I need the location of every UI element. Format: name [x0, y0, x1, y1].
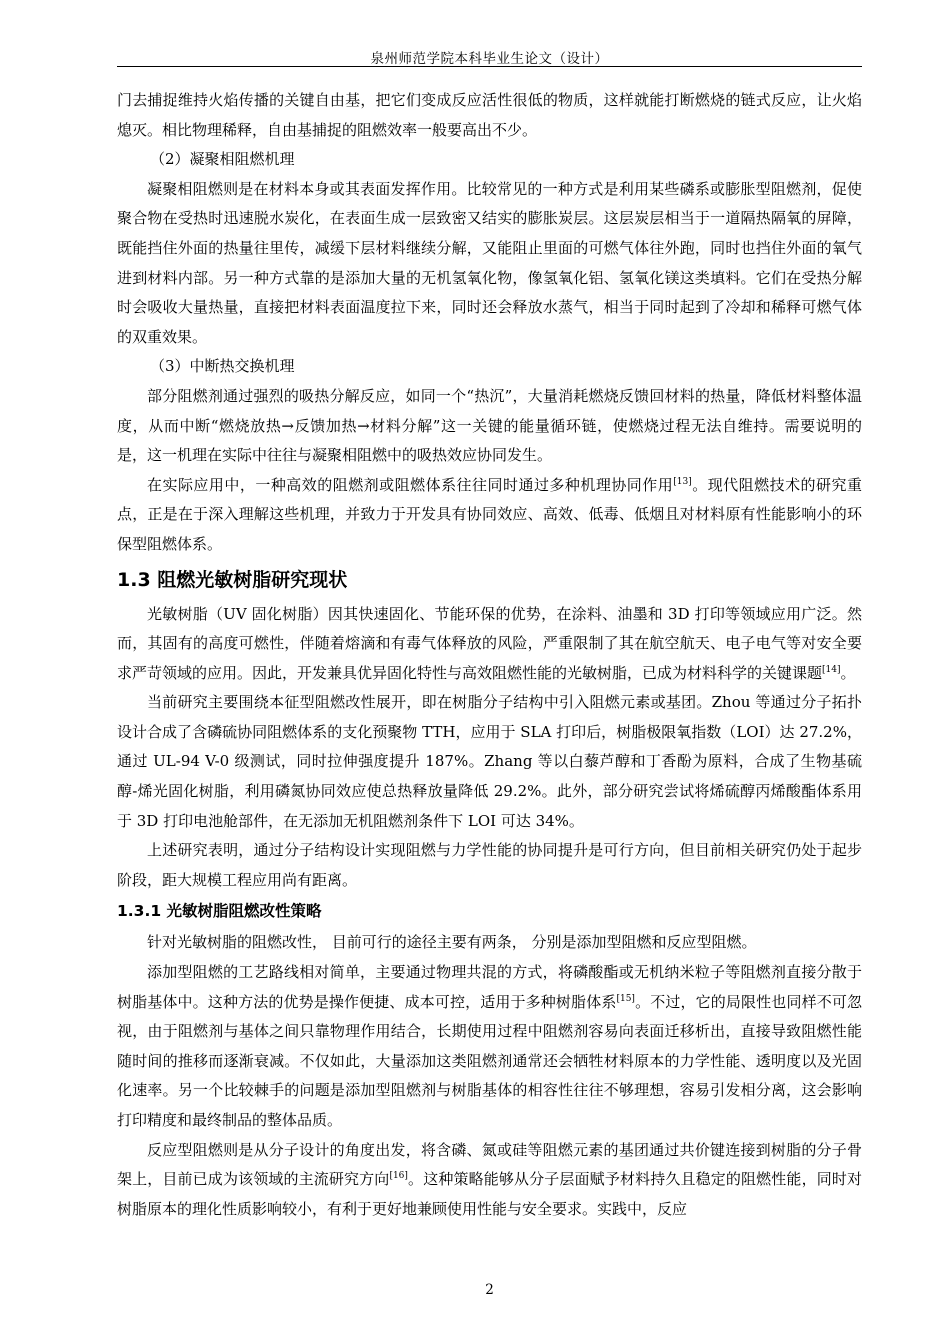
subheading-heat-exchange: （3）中断热交换机理	[150, 357, 295, 376]
paragraph-research-summary: 上述研究表明，通过分子结构设计实现阻燃与力学性能的协同提升是可行方向，但目前相关研究仍处于起步阶段，距大规模工程应用尚有距离。	[117, 841, 862, 889]
citation-15: [15]	[616, 993, 635, 1004]
citation-13: [13]	[673, 476, 692, 487]
section-heading-1-3: 1.3 阻燃光敏树脂研究现状	[117, 568, 348, 591]
running-header: 泉州师范学院本科毕业生论文（设计）	[370, 51, 609, 67]
section-heading-1-3-1: 1.3.1 光敏树脂阻燃改性策略	[117, 902, 322, 921]
paragraph-reactive-type	[117, 1136, 862, 1225]
citation-16: [16]	[389, 1171, 408, 1182]
paragraph-heat-exchange: 部分阻燃剂通过强烈的吸热分解反应，如同一个“热沉”，大量消耗燃烧反馈回材料的热量，降低材料整体温度，从而中断“燃烧放热→反馈加热→材料分解”这一关键的能量循环链，使燃烧过程无法自维持。需要说明的是，这一机理在实际中往往与凝聚相阻燃中的吸热效应协同发生。	[117, 386, 862, 465]
paragraph-intrinsic-research: 当前研究主要围绕本征型阻燃改性展开，即在树脂分子结构中引入阻燃元素或基团。Zhou 等通过分子拓扑设计合成了含磷硫协同阻燃体系的支化预聚物 TTH，应用于 SLA 打印后，树脂极限氧指数（LOI）达 27.2%，通过 UL-94 V-0 级测试，同时拉伸强度提升 187%。Zhang 等以白藜芦醇和丁香酚为原料，合成了生物基硫醇-烯光固化树脂，利用磷氮协同效应使总热释放量降低 29.2%。此外，部分研究尝试将烯硫醇丙烯酸酯体系用于 3D 打印电池舱部件，在无添加无机阻燃剂条件下 LOI 可达 34%。	[117, 693, 862, 830]
citation-14: [14]	[822, 664, 841, 675]
paragraph-uv-resin	[117, 600, 862, 689]
subheading-condensed-phase: （2）凝聚相阻燃机理	[150, 150, 295, 169]
paragraph-strategy-intro: 针对光敏树脂的阻燃改性， 目前可行的途径主要有两条， 分别是添加型阻燃和反应型阻燃。	[147, 933, 757, 952]
paragraph-additive-type	[117, 958, 862, 1136]
paragraph-additive-text-b: 。不过，它的局限性也同样不可忽视，由于阻燃剂与基体之间只靠物理作用结合，长期使用过程中阻燃剂容易向表面迁移析出，直接导致阻燃性能随时间的推移而逐渐衰减。不仅如此，大量添加这类阻燃剂通常还会牺牲材料原本的力学性能、透明度以及光固化速率。另一个比较棘手的问题是添加型阻燃剂与树脂基体的相容性往往不够理想，容易引发相分离，这会影响打印精度和最终制品的整体品质。	[117, 992, 862, 1129]
header-rule	[117, 66, 862, 67]
paragraph-reactive-text-b: 。这种策略能够从分子层面赋予材料持久且稳定的阻燃性能，同时对树脂原本的理化性质影响较小，有利于更好地兼顾使用性能与安全要求。实践中，反应	[117, 1170, 862, 1218]
paragraph-condensed-phase: 凝聚相阻燃则是在材料本身或其表面发挥作用。比较常见的一种方式是利用某些磷系或膨胀型阻燃剂，促使聚合物在受热时迅速脱水炭化，在表面生成一层致密又结实的膨胀炭层。这层炭层相当于一道隔热隔氧的屏障，既能挡住外面的热量往里传，减缓下层材料继续分解，又能阻止里面的可燃气体往外跑，同时也挡住外面的氧气进到材料内部。另一种方式靠的是添加大量的无机氢氧化物，像氢氧化铝、氢氧化镁这类填料。它们在受热分解时会吸收大量热量，直接把材料表面温度拉下来，同时还会释放水蒸气，相当于同时起到了冷却和稀释可燃气体的双重效果。	[117, 179, 862, 346]
paragraph-synergy	[117, 471, 862, 560]
paragraph-synergy-text-a: 在实际应用中，一种高效的阻燃剂或阻燃体系往往同时通过多种机理协同作用	[147, 475, 674, 494]
page-body	[117, 86, 862, 1224]
paragraph-uv-resin-text-a: 光敏树脂（UV 固化树脂）因其快速固化、节能环保的优势，在涂料、油墨和 3D 打印等领域应用广泛。然而，其固有的高度可燃性，伴随着熔滴和有毒气体释放的风险，严重限制了其在航空航天、电子电气等对安全要求严苛领域的应用。因此，开发兼具优异固化特性与高效阻燃性能的光敏树脂，已成为材料科学的关键课题	[117, 604, 862, 682]
paragraph-free-radical: 门去捕捉维持火焰传播的关键自由基，把它们变成反应活性很低的物质，这样就能打断燃烧的链式反应，让火焰熄灭。相比物理稀释，自由基捕捉的阻燃效率一般要高出不少。	[117, 91, 862, 139]
paragraph-additive-text-a: 添加型阻燃的工艺路线相对简单，主要通过物理共混的方式，将磷酸酯或无机纳米粒子等阻燃剂直接分散于树脂基体中。这种方法的优势是操作便捷、成本可控，适用于多种树脂体系	[117, 963, 862, 1011]
page-number: 2	[485, 1282, 494, 1298]
paragraph-reactive-text-a: 反应型阻燃则是从分子设计的角度出发，将含磷、氮或硅等阻燃元素的基团通过共价键连接到树脂的分子骨架上，目前已成为该领域的主流研究方向	[117, 1140, 862, 1189]
paragraph-uv-resin-text-b: 。	[840, 663, 856, 682]
paragraph-synergy-text-b: 。现代阻燃技术的研究重点，正是在于深入理解这些机理，并致力于开发具有协同效应、高效、低毒、低烟且对材料原有性能影响小的环保型阻燃体系。	[117, 475, 862, 553]
